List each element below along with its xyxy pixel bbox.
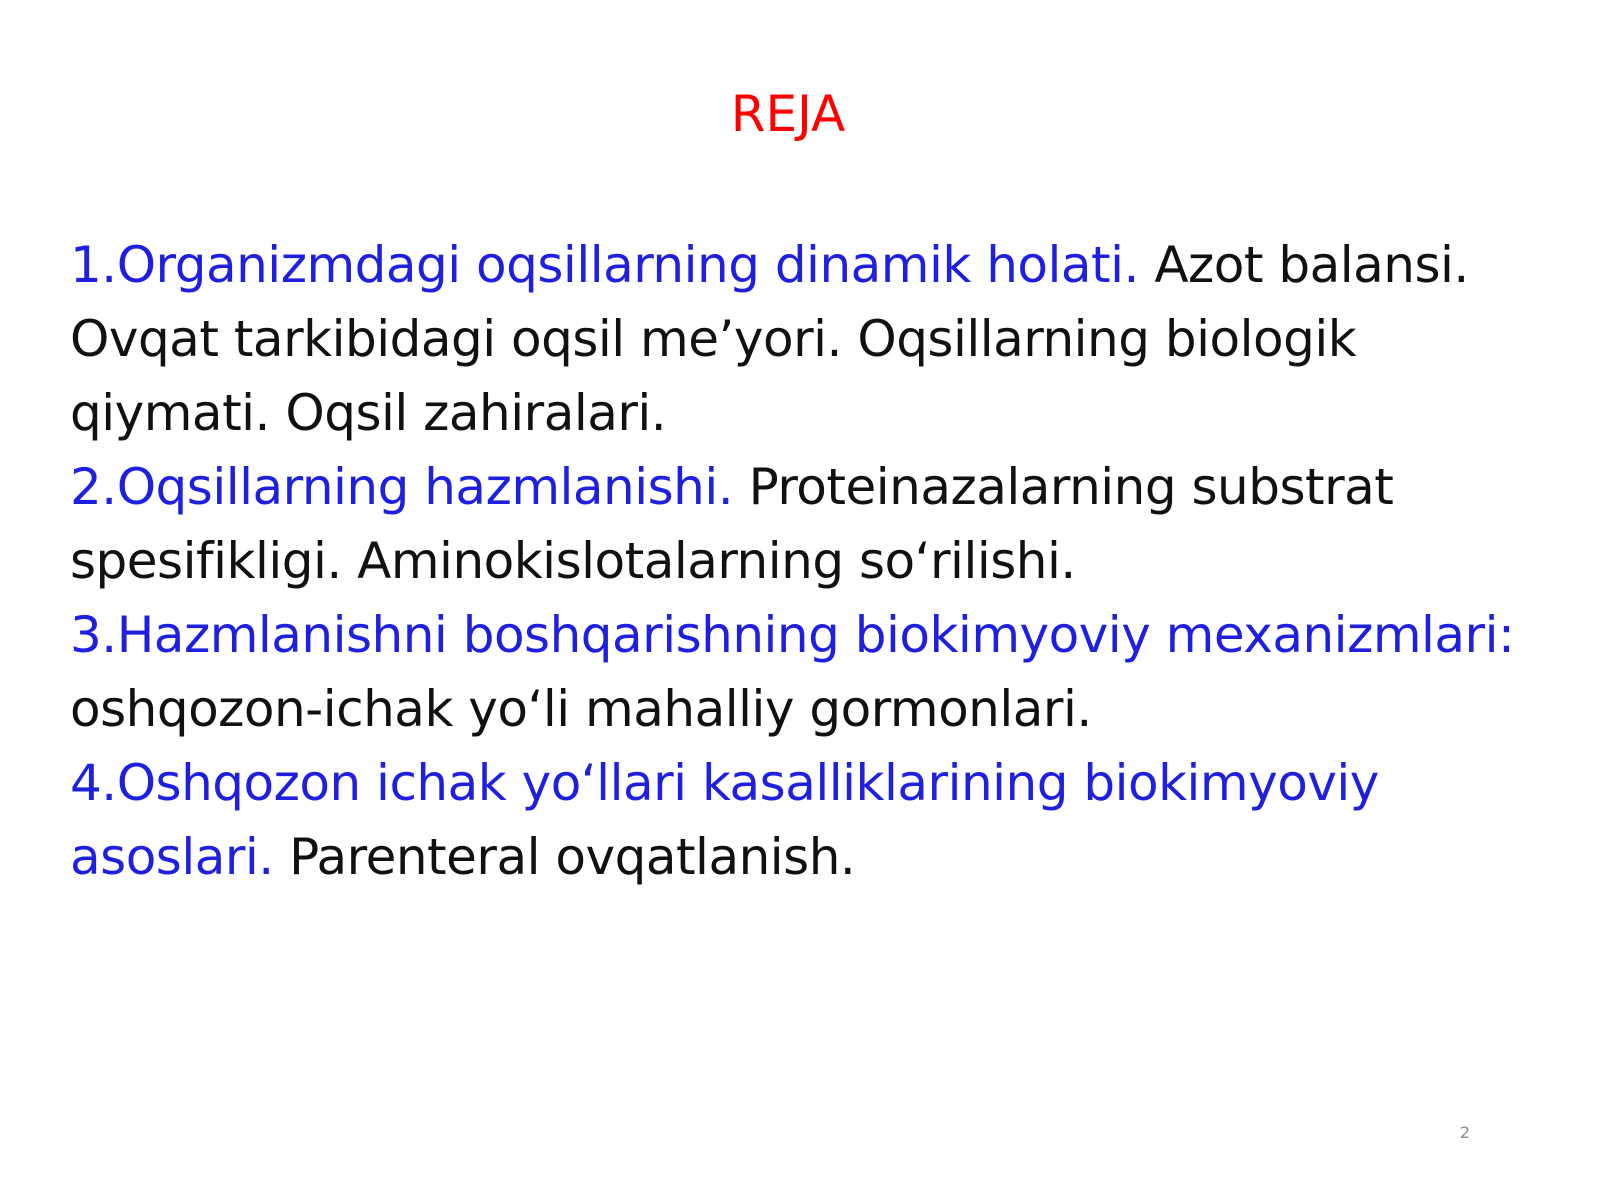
plan-item-4-heading: 4.Oshqozon ichak yo‘llari kasalliklarining biokimyoviy asoslari. [70,754,1379,886]
plan-item-1-heading: 1.Organizmdagi oqsillarning dinamik holati. [70,236,1139,294]
plan-item-2-heading: 2.Oqsillarning hazmlanishi. [70,458,734,516]
plan-item-2-text: Proteinazalarning substrat spesifikligi. Aminokislotalarning so‘rilishi. [70,458,1394,590]
plan-item-3-heading: 3.Hazmlanishni boshqarishning biokimyoviy mexanizmlari: [70,606,1515,664]
plan-list [70,228,1530,894]
plan-item-1-text: Azot balansi. Ovqat tarkibidagi oqsil me’yori. Oqsillarning biologik qiymati. Oqsil zahiralari. [70,236,1469,442]
slide-title: REJA [730,85,846,143]
page-number: 2 [1459,1123,1470,1142]
plan-item-1 [70,228,1530,450]
plan-item-3 [70,598,1530,746]
plan-item-3-text: oshqozon-ichak yo‘li mahalliy gormonlari. [70,680,1092,738]
plan-item-4-text: Parenteral ovqatlanish. [273,828,856,886]
plan-item-4 [70,746,1530,894]
plan-item-2 [70,450,1530,598]
